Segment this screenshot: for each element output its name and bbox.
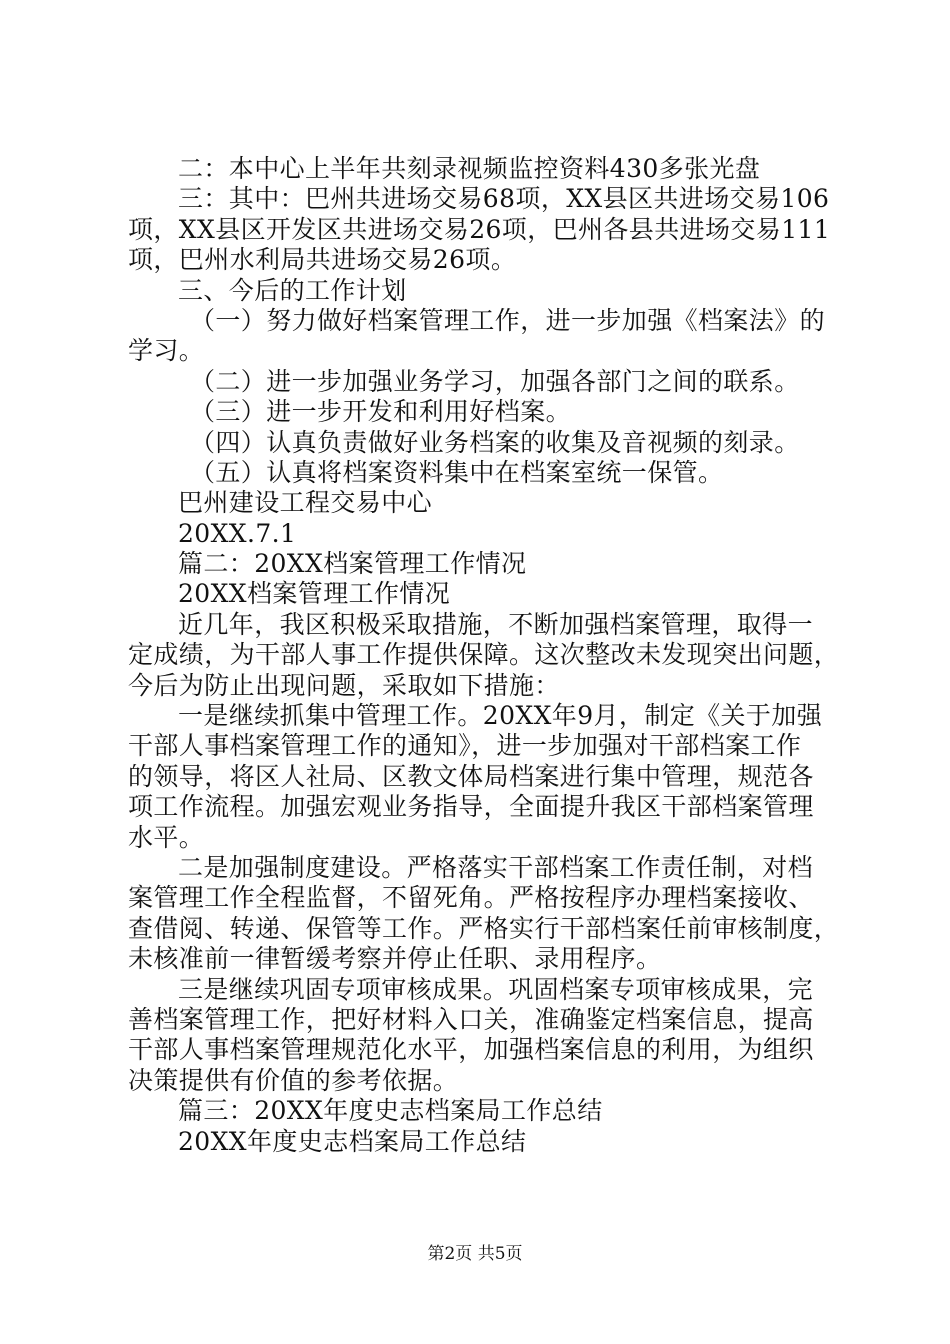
text-line: 20XX年度史志档案局工作总结 [178, 1126, 527, 1156]
text-line: 三是继续巩固专项审核成果。巩固档案专项审核成果，完 [178, 974, 814, 1004]
text-line: 篇二：20XX档案管理工作情况 [178, 549, 527, 579]
page-footer: 第2页 共5页 [427, 1244, 523, 1264]
text-line: 20XX.7.1 [178, 518, 297, 548]
text-line: 今后为防止出现问题，采取如下措施： [128, 670, 560, 700]
text-line: （四）认真负责做好业务档案的收集及音视频的刻录。 [190, 427, 800, 457]
text-line: 三、今后的工作计划 [178, 275, 407, 305]
text-line: 决策提供有价值的参考依据。 [128, 1065, 459, 1095]
text-line: 20XX档案管理工作情况 [178, 579, 451, 609]
text-line: 近几年，我区积极采取措施，不断加强档案管理，取得一 [178, 609, 814, 639]
text-line: 二：本中心上半年共刻录视频监控资料430多张光盘 [178, 154, 761, 183]
text-line: 的领导，将区人社局、区教文体局档案进行集中管理，规范各 [128, 761, 814, 791]
text-line: （三）进一步开发和利用好档案。 [190, 397, 572, 427]
text-line: 篇三：20XX年度史志档案局工作总结 [178, 1096, 603, 1126]
text-line: （五）认真将档案资料集中在档案室统一保管。 [190, 457, 724, 487]
text-line: 查借阅、转递、保管等工作。严格实行干部档案任前审核制度， [128, 913, 840, 943]
text-line: 二是加强制度建设。严格落实干部档案工作责任制，对档 [178, 852, 814, 882]
text-line: 学习。 [128, 336, 205, 366]
text-line: 水平。 [128, 822, 205, 852]
text-line: 定成绩，为干部人事工作提供保障。这次整改未发现突出问题， [128, 640, 840, 670]
document-body [128, 154, 840, 1157]
text-line: 干部人事档案管理规范化水平，加强档案信息的利用，为组织 [128, 1035, 814, 1065]
text-line: 善档案管理工作，把好材料入口关，准确鉴定档案信息，提高 [128, 1004, 814, 1034]
text-line: 干部人事档案管理工作的通知》，进一步加强对干部档案工作 [128, 731, 802, 761]
text-line: 未核准前一律暂缓考察并停止任职、录用程序。 [128, 944, 662, 974]
text-line: （二）进一步加强业务学习，加强各部门之间的联系。 [190, 366, 800, 396]
text-line: 项工作流程。加强宏观业务指导，全面提升我区干部档案管理 [128, 792, 814, 822]
text-line: 项，巴州水利局共进场交易26项。 [128, 245, 517, 275]
text-line: 项，XX县区开发区共进场交易26项，巴州各县共进场交易111 [128, 214, 831, 244]
text-line: 巴州建设工程交易中心 [178, 488, 433, 518]
text-line: 案管理工作全程监督，不留死角。严格按程序办理档案接收、 [128, 883, 814, 913]
text-line: （一）努力做好档案管理工作，进一步加强《档案法》的 [190, 305, 826, 335]
text-line: 三：其中：巴州共进场交易68项，XX县区共进场交易106 [178, 184, 830, 214]
text-line: 一是继续抓集中管理工作。20XX年9月，制定《关于加强 [178, 701, 823, 731]
